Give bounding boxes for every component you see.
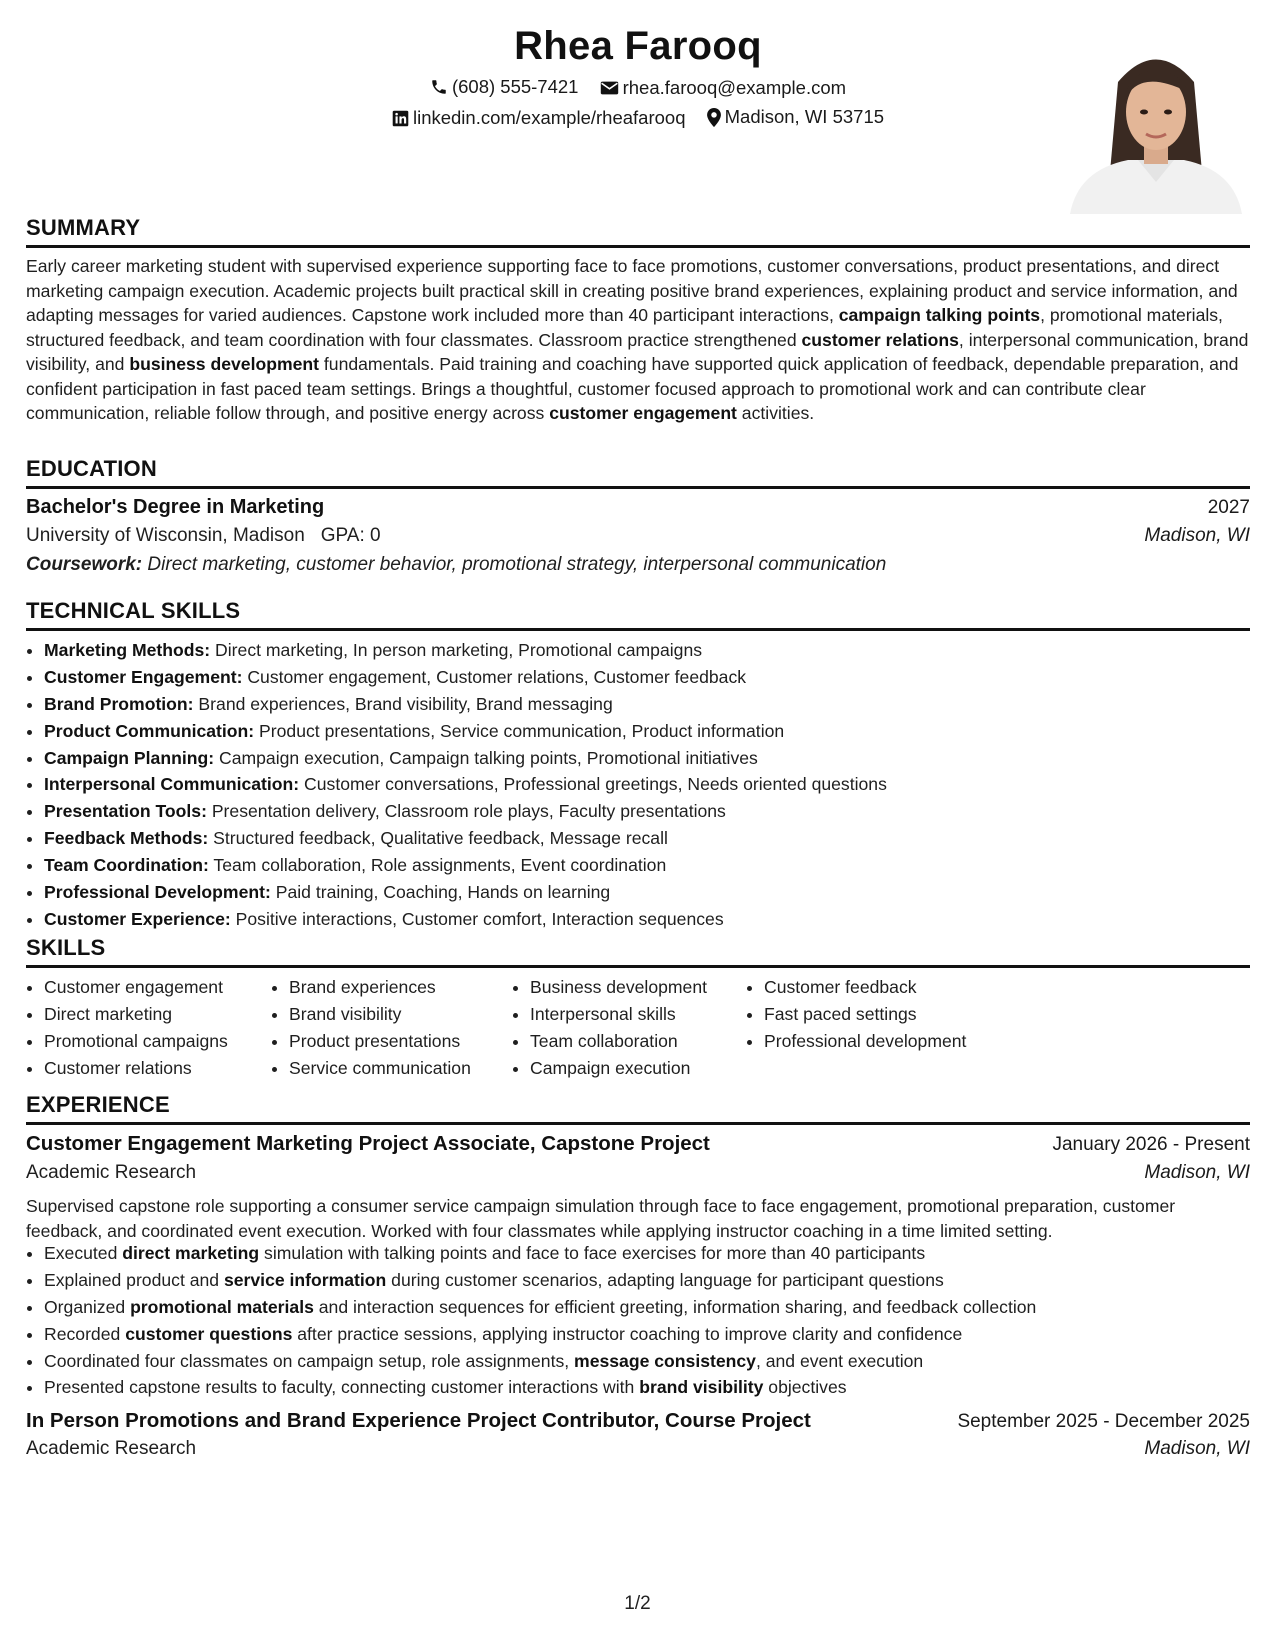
job-description: Supervised capstone role supporting a consumer service campaign simulation through face to face engagement, promotional preparation, customer feedback, and coordinated event execution. Worked with four classmates while applying instructor coaching in a time limited setting. xyxy=(26,1196,1176,1241)
skill-values: Team collaboration, Role assignments, Event coordination xyxy=(208,855,667,876)
linkedin-text: linkedin.com/example/rheafarooq xyxy=(412,107,686,128)
bullet-keyword: brand visibility xyxy=(639,1377,764,1398)
list-item: • Customer feedback xyxy=(764,974,966,1001)
list-item xyxy=(44,1240,1036,1267)
coursework-label: Coursework: xyxy=(26,554,143,575)
summary-keyword: business development xyxy=(129,354,320,374)
profile-photo-image xyxy=(1068,42,1244,214)
list-item xyxy=(44,879,887,906)
job-title: In Person Promotions and Brand Experience Project Contributor, Course Project xyxy=(26,1409,811,1432)
skill-values: Brand experiences, Brand visibility, Brand messaging xyxy=(193,693,613,714)
bullet-keyword: customer questions xyxy=(125,1323,293,1344)
skill-values: Structured feedback, Qualitative feedback, Message recall xyxy=(208,828,668,849)
bullet-keyword: service information xyxy=(223,1269,387,1290)
summary-text: fundamentals. Paid training and coaching have supported quick application of feedback, dependable preparation, and confident participation in fast paced team settings. Brings a thoughtful, customer focused approach to promotional work and can contribute clear communication, reliable follow through, and positive energy across xyxy=(26,354,1239,423)
bullet-text: Executed xyxy=(44,1243,123,1263)
list-item: • Promotional campaigns xyxy=(44,1028,228,1055)
skills-column-4 xyxy=(746,974,966,1055)
skill-category: Team Coordination: xyxy=(44,855,209,876)
bullet-text: Organized xyxy=(44,1296,131,1317)
skill-values: Direct marketing, In person marketing, Promotional campaigns xyxy=(210,640,703,660)
list-item xyxy=(44,664,887,691)
list-item xyxy=(44,771,887,798)
job-location: Madison, WI xyxy=(1144,1438,1250,1459)
phone-contact[interactable] xyxy=(430,76,579,98)
skill-category: Product Communication: xyxy=(44,720,255,741)
email-text: rhea.farooq@example.com xyxy=(622,77,847,98)
bullet-text: Explained product and xyxy=(44,1269,224,1290)
degree-title: Bachelor's Degree in Marketing xyxy=(26,496,325,518)
section-title-experience: EXPERIENCE xyxy=(26,1092,170,1117)
bullet-text: objectives xyxy=(763,1377,847,1398)
list-item: • Customer engagement xyxy=(44,974,228,1001)
list-item xyxy=(44,1267,1036,1294)
list-item: • Campaign execution xyxy=(530,1055,707,1082)
map-pin-icon xyxy=(707,108,721,127)
list-item xyxy=(44,745,887,772)
education-school-row xyxy=(26,525,1250,547)
section-divider xyxy=(26,965,1250,968)
list-item: • Brand visibility xyxy=(289,1001,471,1028)
job-organization: Academic Research xyxy=(26,1438,197,1459)
school-name: University of Wisconsin, Madison xyxy=(26,525,305,546)
bullet-keyword: promotional materials xyxy=(130,1296,314,1317)
school-location: Madison, WI xyxy=(1144,525,1250,546)
skill-category: Presentation Tools: xyxy=(44,801,207,822)
skill-values: Customer conversations, Professional greetings, Needs oriented questions xyxy=(299,774,887,795)
skill-category: Brand Promotion: xyxy=(44,693,194,714)
bullet-text: Recorded xyxy=(44,1323,126,1344)
skill-category: Professional Development: xyxy=(44,882,271,903)
skills-column-1 xyxy=(26,974,228,1082)
skill-category: Interpersonal Communication: xyxy=(44,774,300,795)
skill-values: Campaign execution, Campaign talking points, Promotional initiatives xyxy=(214,747,758,768)
location-text: Madison, WI 53715 xyxy=(724,106,885,127)
list-item xyxy=(44,718,887,745)
section-title-education: EDUCATION xyxy=(26,456,157,481)
job-org-row xyxy=(26,1438,1250,1460)
candidate-name: Rhea Farooq xyxy=(514,24,762,68)
list-item xyxy=(44,691,887,718)
list-item xyxy=(44,798,887,825)
summary-text: , promotional materials, structured feedback, and team coordination with four classmates. Classroom practice strengthened xyxy=(26,305,1223,350)
summary-keyword: campaign talking points xyxy=(838,305,1041,325)
coursework-line xyxy=(26,554,886,576)
list-item xyxy=(44,637,887,664)
coursework-text: Direct marketing, customer behavior, promotional strategy, interpersonal communication xyxy=(142,554,887,575)
summary-text: activities. xyxy=(736,403,815,423)
gpa: GPA: 0 xyxy=(320,525,381,546)
skill-category: Campaign Planning: xyxy=(44,747,215,768)
bullet-keyword: direct marketing xyxy=(122,1243,260,1263)
job-title: Customer Engagement Marketing Project Associate, Capstone Project xyxy=(26,1132,710,1155)
skill-values: Paid training, Coaching, Hands on learning xyxy=(270,882,611,903)
summary-text: Early career marketing student with supervised experience supporting face to face promotions, customer conversations, product presentations, and direct marketing campaign execution. Academic projects built practical skill in creating positive brand experiences, explaining product and service information, and adapting messages for varied audiences. Capstone work included more than 40 participant interactions, xyxy=(26,256,1238,325)
skill-category: Customer Engagement: xyxy=(44,666,243,687)
phone-text: (608) 555-7421 xyxy=(451,76,579,97)
bullet-text: Presented capstone results to faculty, connecting customer interactions with xyxy=(44,1377,640,1398)
skill-category: Marketing Methods: xyxy=(44,640,211,660)
list-item: • Direct marketing xyxy=(44,1001,228,1028)
section-divider xyxy=(26,628,1250,631)
skill-values: Product presentations, Service communication, Product information xyxy=(254,720,785,741)
section-title-skills: SKILLS xyxy=(26,935,106,960)
list-item xyxy=(44,1374,1036,1401)
bullet-text: after practice sessions, applying instructor coaching to improve clarity and confidence xyxy=(292,1323,963,1344)
bullet-text: simulation with talking points and face to face exercises for more than 40 participants xyxy=(259,1243,926,1263)
list-item xyxy=(44,906,887,933)
list-item xyxy=(44,852,887,879)
summary-paragraph xyxy=(26,254,1250,426)
bullet-text: , and event execution xyxy=(755,1350,924,1371)
skill-values: Presentation delivery, Classroom role plays, Faculty presentations xyxy=(206,801,726,822)
job-bullets xyxy=(26,1240,1036,1401)
list-item: • Fast paced settings xyxy=(764,1001,966,1028)
job-org-row xyxy=(26,1162,1250,1184)
profile-photo xyxy=(1068,42,1244,214)
skill-category: Customer Experience: xyxy=(44,908,231,929)
job-organization: Academic Research xyxy=(26,1162,197,1183)
bullet-text: during customer scenarios, adapting language for participant questions xyxy=(386,1269,944,1290)
job-header-row xyxy=(26,1409,1250,1433)
skills-column-2 xyxy=(271,974,471,1082)
summary-keyword: customer relations xyxy=(801,329,959,350)
phone-icon xyxy=(430,78,448,96)
skill-values: Customer engagement, Customer relations, Customer feedback xyxy=(242,666,747,687)
linkedin-contact[interactable] xyxy=(392,107,686,129)
list-item xyxy=(44,1321,1036,1348)
bullet-text: Coordinated four classmates on campaign setup, role assignments, xyxy=(44,1350,575,1371)
email-contact[interactable] xyxy=(600,77,846,99)
contact-line-1 xyxy=(26,76,1250,101)
school-info xyxy=(26,525,381,547)
technical-skills-list xyxy=(26,637,887,933)
section-divider xyxy=(26,245,1250,248)
envelope-icon xyxy=(600,80,619,96)
skill-category: Feedback Methods: xyxy=(44,828,209,849)
contact-line-2 xyxy=(26,106,1250,132)
list-item xyxy=(44,825,887,852)
list-item: • Interpersonal skills xyxy=(530,1001,707,1028)
education-header-row xyxy=(26,496,1250,519)
summary-keyword: customer engagement xyxy=(549,403,737,423)
section-title-summary: SUMMARY xyxy=(26,215,141,240)
job-dates: September 2025 - December 2025 xyxy=(957,1411,1250,1432)
list-item xyxy=(44,1294,1036,1321)
list-item: • Brand experiences xyxy=(289,974,471,1001)
list-item: • Service communication xyxy=(289,1055,471,1082)
job-header-row xyxy=(26,1132,1250,1156)
summary-text: , interpersonal communication, brand visibility, and xyxy=(26,329,1249,374)
job-dates: January 2026 - Present xyxy=(1052,1134,1250,1155)
list-item: • Business development xyxy=(530,974,707,1001)
list-item xyxy=(44,1348,1036,1375)
list-item: • Customer relations xyxy=(44,1055,228,1082)
list-item: • Team collaboration xyxy=(530,1028,707,1055)
section-divider xyxy=(26,1122,1250,1125)
section-divider xyxy=(26,486,1250,489)
skill-values: Positive interactions, Customer comfort, Interaction sequences xyxy=(230,908,724,929)
bullet-text: and interaction sequences for efficient greeting, information sharing, and feedback collection xyxy=(313,1296,1037,1317)
graduation-year: 2027 xyxy=(1207,497,1250,518)
list-item: • Product presentations xyxy=(289,1028,471,1055)
list-item: • Professional development xyxy=(764,1028,966,1055)
location-contact xyxy=(707,106,884,128)
linkedin-icon xyxy=(392,110,409,127)
skills-column-3 xyxy=(512,974,707,1082)
section-title-technical-skills: TECHNICAL SKILLS xyxy=(26,598,241,623)
bullet-keyword: message consistency xyxy=(574,1350,756,1371)
job-location: Madison, WI xyxy=(1144,1162,1250,1183)
page-number: 1/2 xyxy=(624,1593,651,1614)
